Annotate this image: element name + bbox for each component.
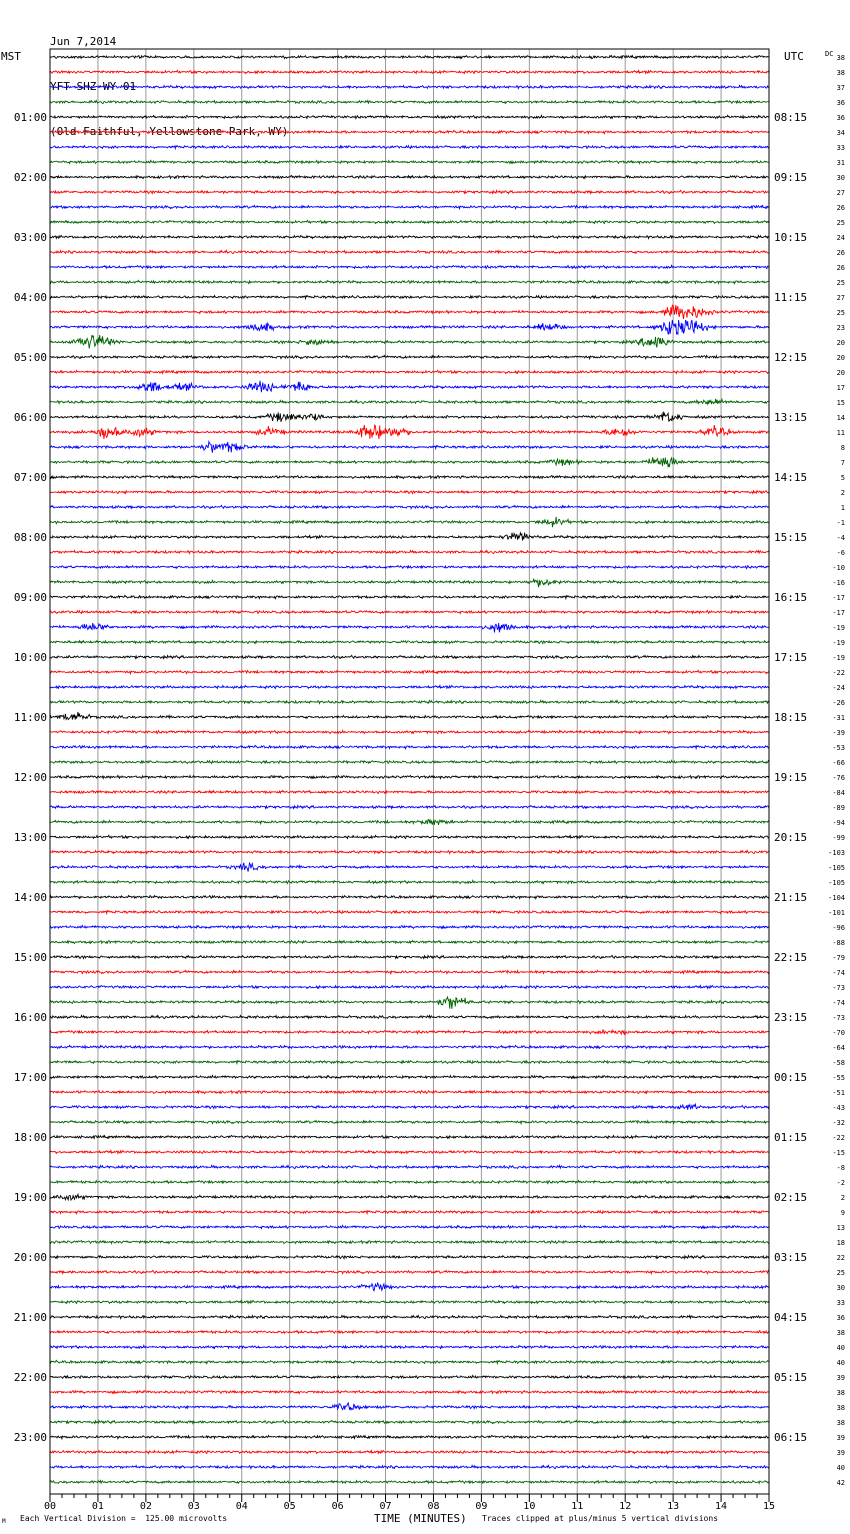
dc-offset-label: -94 [832,819,845,827]
station-label: YFT SHZ WY 01 [50,80,137,93]
trace-9 [50,190,769,193]
dc-offset-label: -22 [832,1134,845,1142]
date-label: Jun 7,2014 [50,35,117,48]
dc-offset-label: 5 [840,474,845,482]
dc-offset-label: -55 [832,1074,845,1082]
mst-hour-label: 06:00 [13,411,47,424]
dc-offset-label: 30 [836,174,845,182]
dc-offset-label: -73 [832,984,845,992]
dc-offset-label: -79 [832,954,845,962]
utc-hour-label: 04:15 [774,1311,808,1324]
trace-84 [50,1315,769,1318]
utc-hour-label: 13:15 [774,411,808,424]
dc-offset-label: -76 [832,774,845,782]
dc-offset-label: -22 [832,669,845,677]
dc-offset-label: 7 [840,459,845,467]
trace-47 [50,760,769,763]
dc-offset-label: 40 [836,1464,845,1472]
trace-3 [50,100,769,103]
mst-hour-label: 15:00 [13,951,47,964]
dc-offset-label: 8 [840,444,845,452]
dc-offset-label: -99 [832,834,845,842]
dc-offset-label: 36 [836,114,845,122]
x-tick-label: 04 [235,1501,248,1512]
trace-80 [50,1256,769,1259]
trace-42 [50,686,769,689]
trace-6 [50,146,769,149]
dc-offset-label: 38 [836,1419,845,1427]
x-tick-label: 14 [715,1501,728,1512]
axis-labels [1,50,845,1512]
trace-85 [50,1331,769,1334]
dc-offset-label: -39 [832,729,845,737]
dc-offset-label: -103 [828,849,845,857]
trace-41 [50,670,769,673]
mst-hour-label: 02:00 [13,171,47,184]
mst-hour-label: 13:00 [13,831,47,844]
trace-44 [50,712,769,720]
trace-43 [50,700,769,703]
x-tick-label: 10 [523,1501,536,1512]
trace-56 [50,895,769,898]
utc-hour-label: 15:15 [774,531,808,544]
x-tick-label: 09 [475,1501,488,1512]
dc-offset-label: 25 [836,1269,845,1277]
mst-hour-label: 01:00 [13,111,47,124]
trace-58 [50,925,769,928]
dc-offset-label: -51 [832,1089,845,1097]
trace-11 [50,220,769,223]
dc-offset-label: 36 [836,99,845,107]
dc-offset-label: 15 [836,399,845,407]
dc-offset-label: 38 [836,1329,845,1337]
dc-offset-label: 39 [836,1374,845,1382]
trace-88 [50,1375,769,1378]
right-axis-title: UTC [784,50,804,63]
dc-offset-label: -104 [828,894,845,902]
dc-offset-label: 22 [836,1254,845,1262]
utc-hour-label: 20:15 [774,831,808,844]
dc-offset-label: -16 [832,579,845,587]
location-label: (Old Faithful, Yellowstone Park, WY) [50,125,289,138]
trace-2 [50,85,769,88]
utc-hour-label: 09:15 [774,171,808,184]
dc-offset-label: -2 [836,1179,845,1187]
mst-hour-label: 16:00 [13,1011,47,1024]
utc-hour-label: 17:15 [774,651,808,664]
dc-offset-label: 2 [840,489,845,497]
dc-offset-label: 26 [836,264,845,272]
trace-4 [50,115,769,118]
x-tick-label: 08 [427,1501,440,1512]
trace-20 [50,355,769,358]
mst-hour-label: 05:00 [13,351,47,364]
trace-17 [50,305,769,319]
dc-offset-label: -84 [832,789,845,797]
trace-26 [50,442,769,453]
dc-label: DC [825,50,834,58]
dc-offset-label: -4 [836,534,845,542]
dc-offset-label: 9 [840,1209,845,1217]
trace-93 [50,1451,769,1454]
trace-14 [50,265,769,268]
trace-25 [50,425,769,439]
trace-24 [50,412,769,422]
trace-7 [50,160,769,163]
x-tick-label: 03 [187,1501,200,1512]
trace-68 [50,1075,769,1078]
trace-31 [50,517,769,527]
dc-offset-label: 26 [836,204,845,212]
dc-offset-label: 37 [836,84,845,92]
dc-offset-label: -6 [836,549,845,557]
trace-89 [50,1391,769,1394]
utc-hour-label: 06:15 [774,1431,808,1444]
dc-offset-label: 23 [836,324,845,332]
footer-mark: M [2,1518,6,1525]
dc-offset-label: -19 [832,624,845,632]
dc-offset-label: 39 [836,1434,845,1442]
x-tick-label: 07 [379,1501,392,1512]
dc-offset-label: -19 [832,639,845,647]
x-tick-label: 01 [91,1501,104,1512]
trace-32 [50,533,769,541]
dc-offset-label: -105 [828,879,845,887]
trace-12 [50,236,769,239]
trace-53 [50,850,769,853]
trace-73 [50,1151,769,1154]
dc-offset-label: 40 [836,1344,845,1352]
trace-49 [50,791,769,794]
trace-37 [50,610,769,613]
clip-note: Traces clipped at plus/minus 5 vertical divisions [482,1514,719,1523]
trace-36 [50,595,769,598]
dc-offset-label: 20 [836,369,845,377]
dc-offset-label: -70 [832,1029,845,1037]
trace-1 [50,70,769,73]
trace-87 [50,1360,769,1363]
mst-hour-label: 18:00 [13,1131,47,1144]
dc-offset-label: 34 [836,129,845,137]
dc-offset-label: 36 [836,1314,845,1322]
trace-54 [50,863,769,872]
mst-hour-label: 17:00 [13,1071,47,1084]
trace-95 [50,1481,769,1484]
trace-30 [50,505,769,508]
utc-hour-label: 12:15 [774,351,808,364]
dc-offset-label: -74 [832,999,845,1007]
dc-offset-label: 25 [836,219,845,227]
dc-offset-label: 38 [836,1389,845,1397]
dc-offset-label: 30 [836,1284,845,1292]
dc-offset-label: 13 [836,1224,845,1232]
dc-offset-label: 39 [836,1449,845,1457]
mst-hour-label: 11:00 [13,711,47,724]
footer [0,1512,850,1532]
x-tick-label: 12 [619,1501,632,1512]
dc-offset-label: -64 [832,1044,845,1052]
trace-38 [50,623,769,633]
trace-28 [50,476,769,479]
trace-63 [50,997,769,1009]
trace-55 [50,880,769,883]
trace-81 [50,1270,769,1273]
dc-offset-label: 1 [840,504,845,512]
utc-hour-label: 10:15 [774,231,808,244]
utc-hour-label: 16:15 [774,591,808,604]
dc-offset-label: 2 [840,1194,845,1202]
x-tick-label: 06 [331,1501,344,1512]
trace-21 [50,370,769,373]
trace-48 [50,776,769,779]
trace-66 [50,1045,769,1048]
utc-hour-label: 03:15 [774,1251,808,1264]
dc-offset-label: -15 [832,1149,845,1157]
trace-23 [50,399,769,404]
x-tick-label: 02 [139,1501,152,1512]
trace-76 [50,1194,769,1200]
dc-offset-label: 25 [836,309,845,317]
dc-offset-label: 40 [836,1359,845,1367]
trace-91 [50,1420,769,1423]
trace-60 [50,955,769,958]
trace-67 [50,1061,769,1064]
utc-hour-label: 18:15 [774,711,808,724]
trace-45 [50,730,769,733]
mst-hour-label: 14:00 [13,891,47,904]
trace-90 [50,1403,769,1410]
dc-offset-label: -53 [832,744,845,752]
utc-hour-label: 05:15 [774,1371,808,1384]
dc-offset-label: -8 [836,1164,845,1172]
utc-hour-label: 02:15 [774,1191,808,1204]
trace-0 [50,56,769,59]
trace-77 [50,1211,769,1214]
trace-40 [50,655,769,658]
trace-27 [50,457,769,467]
seismic-traces [50,56,769,1484]
trace-18 [50,320,769,334]
dc-offset-label: -17 [832,594,845,602]
trace-22 [50,381,769,392]
trace-50 [50,805,769,808]
dc-offset-label: 33 [836,1299,845,1307]
trace-94 [50,1465,769,1468]
dc-offset-label: 38 [836,1404,845,1412]
dc-offset-label: -73 [832,1014,845,1022]
trace-16 [50,296,769,299]
trace-46 [50,745,769,748]
utc-hour-label: 14:15 [774,471,808,484]
trace-33 [50,550,769,553]
mst-hour-label: 08:00 [13,531,47,544]
dc-offset-label: 20 [836,354,845,362]
trace-8 [50,176,769,179]
dc-offset-label: -10 [832,564,845,572]
trace-34 [50,566,769,569]
x-axis-title: TIME (MINUTES) [374,1512,467,1525]
dc-offset-label: 14 [836,414,845,422]
dc-offset-label: 20 [836,339,845,347]
mst-hour-label: 07:00 [13,471,47,484]
dc-offset-label: -101 [828,909,845,917]
dc-offset-label: -88 [832,939,845,947]
dc-offset-label: -96 [832,924,845,932]
trace-83 [50,1301,769,1304]
trace-51 [50,820,769,825]
dc-offset-label: -24 [832,684,845,692]
dc-offset-label: 33 [836,144,845,152]
trace-39 [50,641,769,644]
dc-offset-label: 38 [836,69,845,77]
trace-29 [50,491,769,494]
scale-note: Each Vertical Division = 125.00 microvolts [20,1514,228,1523]
dc-offset-label: -66 [832,759,845,767]
trace-35 [50,579,769,587]
utc-hour-label: 21:15 [774,891,808,904]
trace-59 [50,941,769,944]
x-tick-label: 13 [667,1501,680,1512]
trace-82 [50,1283,769,1291]
dc-offset-label: -58 [832,1059,845,1067]
utc-hour-label: 23:15 [774,1011,808,1024]
dc-offset-label: -26 [832,699,845,707]
trace-19 [50,335,769,349]
mst-hour-label: 03:00 [13,231,47,244]
dc-offset-label: -89 [832,804,845,812]
trace-75 [50,1180,769,1183]
mst-hour-label: 09:00 [13,591,47,604]
mst-hour-label: 10:00 [13,651,47,664]
utc-hour-label: 19:15 [774,771,808,784]
utc-hour-label: 00:15 [774,1071,808,1084]
dc-offset-label: 27 [836,189,845,197]
utc-hour-label: 11:15 [774,291,808,304]
utc-hour-label: 01:15 [774,1131,808,1144]
dc-offset-label: -43 [832,1104,845,1112]
mst-hour-label: 22:00 [13,1371,47,1384]
trace-64 [50,1015,769,1018]
trace-86 [50,1345,769,1348]
dc-offset-label: 11 [836,429,845,437]
dc-offset-label: -32 [832,1119,845,1127]
mst-hour-label: 12:00 [13,771,47,784]
trace-71 [50,1121,769,1124]
trace-61 [50,971,769,974]
trace-65 [50,1029,769,1035]
mst-hour-label: 19:00 [13,1191,47,1204]
dc-offset-label: 26 [836,249,845,257]
dc-offset-label: -31 [832,714,845,722]
dc-offset-label: 42 [836,1479,845,1487]
trace-92 [50,1435,769,1438]
trace-78 [50,1225,769,1228]
dc-offset-label: -19 [832,654,845,662]
trace-13 [50,250,769,253]
dc-offset-label: -105 [828,864,845,872]
dc-offset-label: 31 [836,159,845,167]
trace-62 [50,985,769,988]
trace-69 [50,1091,769,1094]
utc-hour-label: 08:15 [774,111,808,124]
mst-hour-label: 21:00 [13,1311,47,1324]
x-tick-label: 11 [571,1501,584,1512]
dc-offset-label: 24 [836,234,845,242]
trace-10 [50,206,769,209]
x-tick-label: 15 [762,1501,776,1512]
mst-hour-label: 20:00 [13,1251,47,1264]
dc-offset-label: -17 [832,609,845,617]
x-tick-label: 00 [43,1501,57,1512]
dc-offset-label: 38 [836,54,845,62]
mst-hour-label: 23:00 [13,1431,47,1444]
trace-70 [50,1104,769,1110]
trace-72 [50,1135,769,1138]
dc-offset-label: 27 [836,294,845,302]
utc-hour-label: 22:15 [774,951,808,964]
dc-offset-label: -74 [832,969,845,977]
dc-offset-label: 25 [836,279,845,287]
dc-offset-label: -1 [836,519,845,527]
trace-52 [50,835,769,838]
dc-offset-label: 17 [836,384,845,392]
trace-5 [50,130,769,133]
dc-offset-label: 18 [836,1239,845,1247]
trace-15 [50,280,769,283]
trace-74 [50,1165,769,1168]
plot-frame [50,49,769,1494]
trace-57 [50,911,769,914]
trace-79 [50,1241,769,1244]
mst-hour-label: 04:00 [13,291,47,304]
left-axis-title: MST [1,50,21,63]
x-tick-label: 05 [283,1501,296,1512]
